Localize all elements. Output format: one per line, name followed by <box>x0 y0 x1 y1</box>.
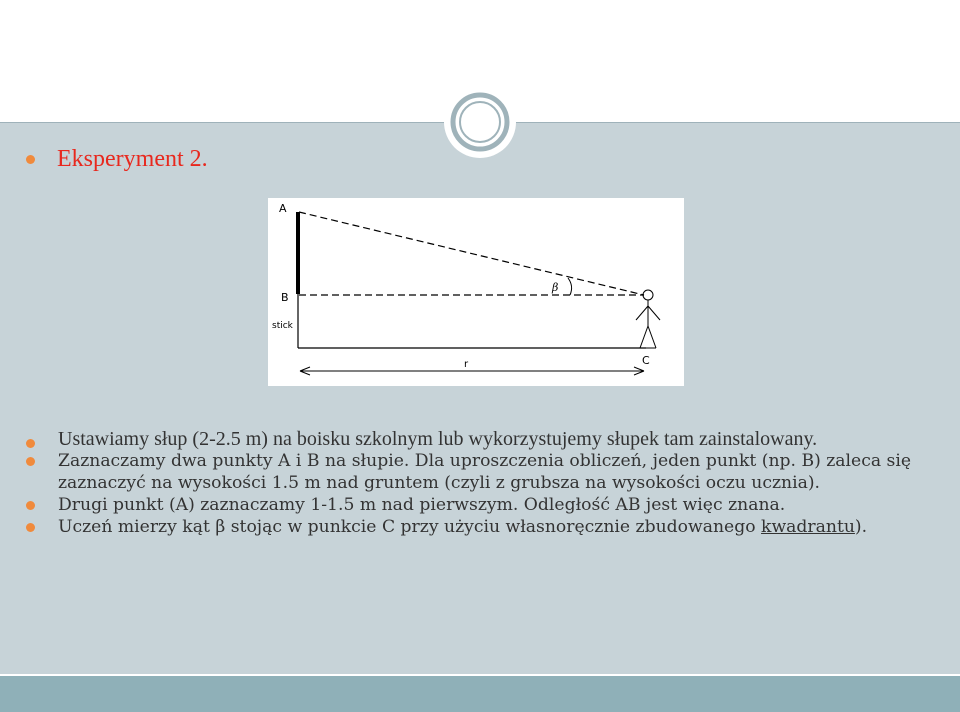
bullet-icon <box>26 523 35 532</box>
label-b: B <box>281 291 289 304</box>
bullet-icon <box>26 501 35 510</box>
bullet-icon <box>26 439 35 448</box>
sight-line-a <box>299 212 644 295</box>
bullet-icon <box>26 457 35 466</box>
bullet-item <box>26 450 926 494</box>
experiment-diagram <box>268 198 684 386</box>
footer-stripe <box>0 674 960 676</box>
bullet-text-suffix: ). <box>854 517 868 537</box>
label-stick: stick <box>272 321 293 331</box>
label-r: r <box>464 359 469 370</box>
bullet-text: Zaznaczamy dwa punkty A i B na słupie. Dla uproszczenia obliczeń, jeden punkt (np. B) zaleca się zaznaczyć na wysokości 1.5 m nad gruntem (czyli z grubsza na wysokości oczu ucznia). <box>58 451 912 493</box>
observer-figure-icon <box>636 290 660 348</box>
bullet-item <box>26 428 926 450</box>
decorative-circle-icon <box>440 82 520 162</box>
footer-band <box>0 674 960 712</box>
label-a: A <box>279 202 287 215</box>
bullet-item <box>26 494 926 516</box>
bullet-text: Ustawiamy słup (2-2.5 m) na boisku szkolnym lub wykorzystujemy słupek tam zainstalowany. <box>58 428 818 450</box>
angle-arc <box>568 278 572 295</box>
label-beta: β <box>552 281 559 294</box>
label-c: C <box>642 354 650 367</box>
bullet-text-prefix: Uczeń mierzy kąt β stojąc w punkcie C przy użyciu własnoręcznie zbudowanego <box>58 517 762 537</box>
slide-title-row <box>26 146 208 173</box>
slide-title: Eksperyment 2. <box>57 146 208 172</box>
bullet-item <box>26 516 926 538</box>
bullet-icon <box>26 155 35 164</box>
quadrant-link[interactable]: kwadrantu <box>761 517 855 537</box>
bullet-text: Drugi punkt (A) zaznaczamy 1-1.5 m nad pierwszym. Odległość AB jest więc znana. <box>58 495 786 515</box>
bullet-list <box>26 428 926 538</box>
